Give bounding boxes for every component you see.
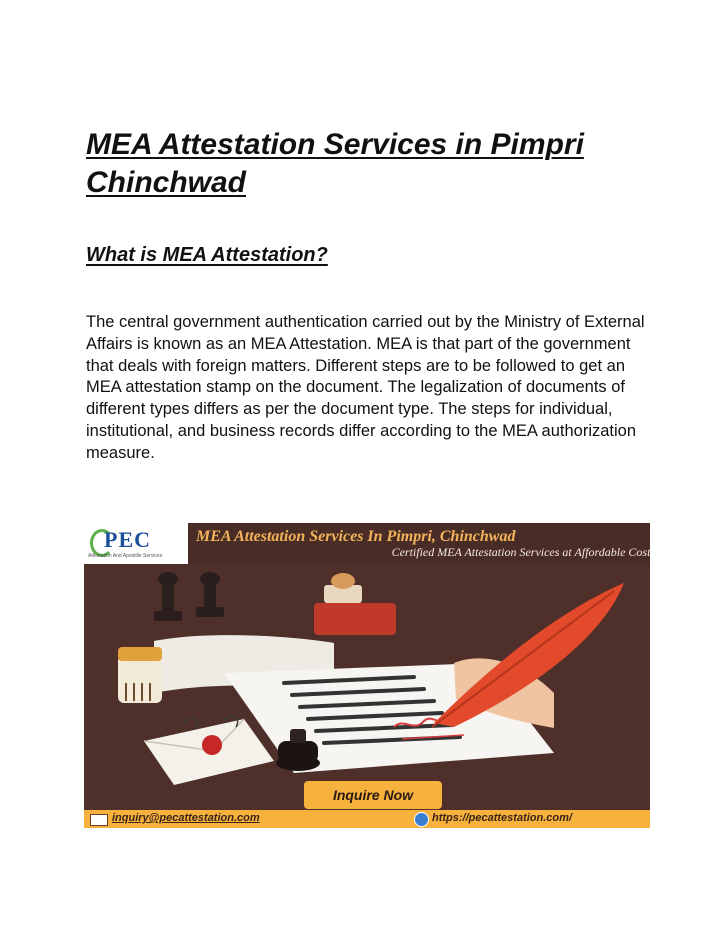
email-icon — [90, 814, 108, 826]
banner-subtitle: Certified MEA Attestation Services at Affordable Cost — [391, 545, 650, 559]
page-title: MEA Attestation Services in Pimpri Chinchwad — [86, 128, 584, 199]
inquire-now-button[interactable]: Inquire Now — [304, 781, 442, 809]
globe-icon — [414, 812, 429, 827]
website-link[interactable]: https://pecattestation.com/ — [432, 812, 572, 824]
logo-text: PEC — [104, 527, 151, 552]
logo-tagline: Attestation And Apostille Services — [88, 553, 163, 559]
section-heading: What is MEA Attestation? — [86, 244, 328, 266]
contact-bar — [84, 810, 650, 828]
banner-title: MEA Attestation Services In Pimpri, Chinchwad — [196, 528, 516, 545]
body-paragraph: The central government authentication carried out by the Ministry of External Affairs is known as an MEA Attestation. MEA is that part of the government that deals with foreign matters. Different steps are to be followed to get an MEA attestation stamp on the document. The legalization of documents of different types differs as per the document type. The steps for individual, institutional, and business records differ according to the MEA authorization measure. — [86, 313, 645, 462]
promo-banner-image — [84, 523, 650, 828]
pec-logo — [84, 523, 188, 564]
email-link[interactable]: inquiry@pecattestation.com — [112, 812, 260, 824]
ink-jar-icon — [118, 647, 162, 703]
